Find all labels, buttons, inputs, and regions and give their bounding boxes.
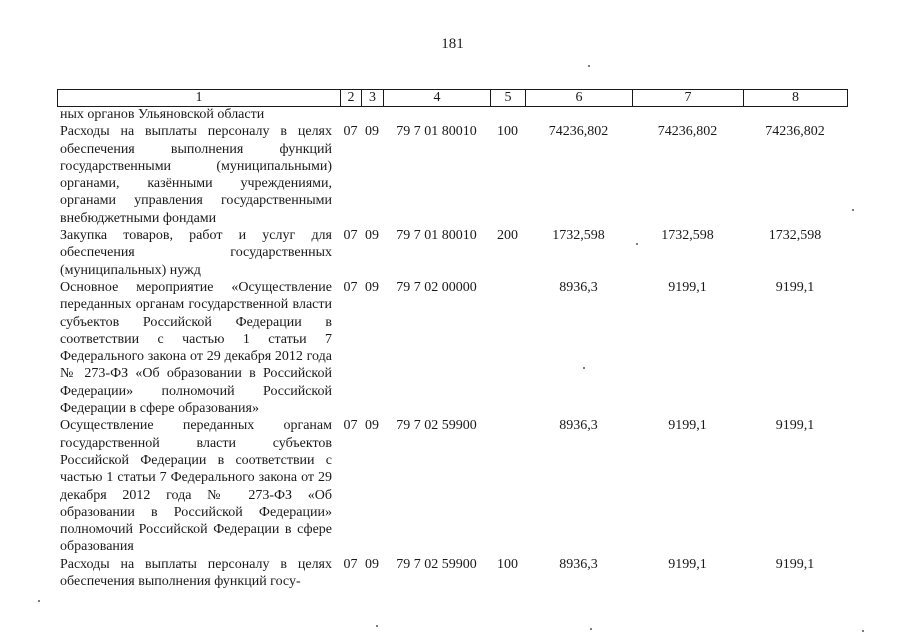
budget-table-body: [57, 106, 847, 590]
row-subsection: 09: [365, 279, 379, 295]
row-subsection: 09: [365, 418, 379, 434]
table-row: [57, 556, 847, 591]
row-amount-year3: 9199,1: [775, 418, 815, 434]
row-amount-year1: 8936,3: [559, 418, 598, 434]
row-name: Расходы на выплаты персоналу в целях обеспечения выполнения функций госу-: [60, 556, 332, 590]
table-row: [57, 123, 847, 227]
row-amount-year2: 74236,802: [657, 124, 718, 140]
row-expense-type: 200: [497, 228, 518, 244]
row-amount-year2: 9199,1: [668, 556, 707, 572]
column-header-8: 8: [744, 90, 848, 107]
row-name: Осуществление переданных органам государственной власти субъектов Российской Федерации в соответствии с частью 1 статьи 7 Федерального закона от 29 декабря 2012 года № 273-ФЗ «Об образовании в Российской Федерации» полномочий Российской Федерации в сфере образования: [60, 418, 332, 555]
row-amount-year2: 9199,1: [668, 418, 707, 434]
row-target-code: 79 7 02 59900: [396, 418, 477, 434]
table-row: [57, 227, 847, 279]
column-header-table: [57, 89, 848, 107]
row-section: 07: [343, 279, 358, 295]
column-header-row: [58, 90, 848, 107]
row-amount-year2: 9199,1: [668, 279, 707, 295]
row-name: Основное мероприятие «Осуществление переданных органам государственной власти субъектов Российской Федерации в соответствии с частью 1 статьи 7 Федерального закона от 29 декабря 2012 года № 273-ФЗ «Об образовании в Российской Федерации» полномочий Российской Федерации в сфере образования»: [60, 279, 332, 417]
scan-speck: [38, 600, 40, 602]
row-target-code: 79 7 02 59900: [396, 556, 477, 572]
row-target-code: [383, 106, 490, 123]
row-subsection: 09: [365, 228, 379, 244]
row-amount-year3: 74236,802: [765, 124, 825, 140]
scan-speck: [376, 625, 378, 627]
row-section: [340, 106, 361, 123]
scan-speck: [852, 209, 854, 211]
column-header-4: 4: [384, 90, 491, 107]
row-name: Расходы на выплаты персоналу в целях обеспечения выполнения функций государственными (муниципальными) органами, казёнными учреждениями, органами управления государственными внебюджетными фондами: [60, 124, 332, 226]
row-expense-type: 100: [497, 556, 518, 572]
column-header-1: 1: [58, 90, 341, 107]
column-header-6: 6: [526, 90, 633, 107]
row-subsection: 09: [365, 124, 379, 140]
row-subsection: 09: [365, 556, 379, 572]
row-amount-year3: [743, 106, 847, 123]
row-amount-year3: 9199,1: [775, 556, 815, 572]
column-header-5: 5: [491, 90, 526, 107]
row-expense-type: [490, 106, 525, 123]
scan-speck: [588, 65, 590, 67]
row-expense-type: [490, 279, 525, 417]
row-section: 07: [343, 228, 358, 244]
row-target-code: 79 7 01 80010: [396, 124, 477, 140]
row-target-code: 79 7 01 80010: [396, 228, 477, 244]
page-number: 181: [441, 36, 464, 52]
table-row: [57, 279, 847, 417]
row-expense-type: [490, 417, 525, 555]
scan-speck: [590, 628, 592, 630]
row-name: ных органов Ульяновской области: [60, 107, 265, 122]
column-header-3: 3: [362, 90, 384, 107]
row-amount-year2: 1732,598: [661, 228, 714, 244]
column-header-2: 2: [341, 90, 362, 107]
row-amount-year1: 8936,3: [559, 556, 598, 572]
row-amount-year1: 8936,3: [559, 279, 598, 295]
row-amount-year3: 9199,1: [775, 279, 815, 295]
row-amount-year2: [632, 106, 743, 123]
row-amount-year1: 74236,802: [548, 124, 609, 140]
column-header-7: 7: [633, 90, 744, 107]
row-section: 07: [343, 556, 358, 572]
scan-speck: [862, 630, 864, 632]
row-name: Закупка товаров, работ и услуг для обеспечения государственных (муниципальных) нужд: [60, 228, 332, 278]
scan-speck: [636, 243, 638, 245]
table-row: [57, 106, 847, 123]
row-amount-year3: 1732,598: [768, 228, 822, 244]
table-row: [57, 417, 847, 555]
row-amount-year1: [525, 106, 632, 123]
row-amount-year1: 1732,598: [552, 228, 605, 244]
row-target-code: 79 7 02 00000: [396, 279, 477, 295]
row-subsection: [361, 106, 383, 123]
row-section: 07: [343, 124, 358, 140]
scan-speck: [583, 367, 585, 369]
row-expense-type: 100: [497, 124, 518, 140]
row-section: 07: [343, 418, 358, 434]
